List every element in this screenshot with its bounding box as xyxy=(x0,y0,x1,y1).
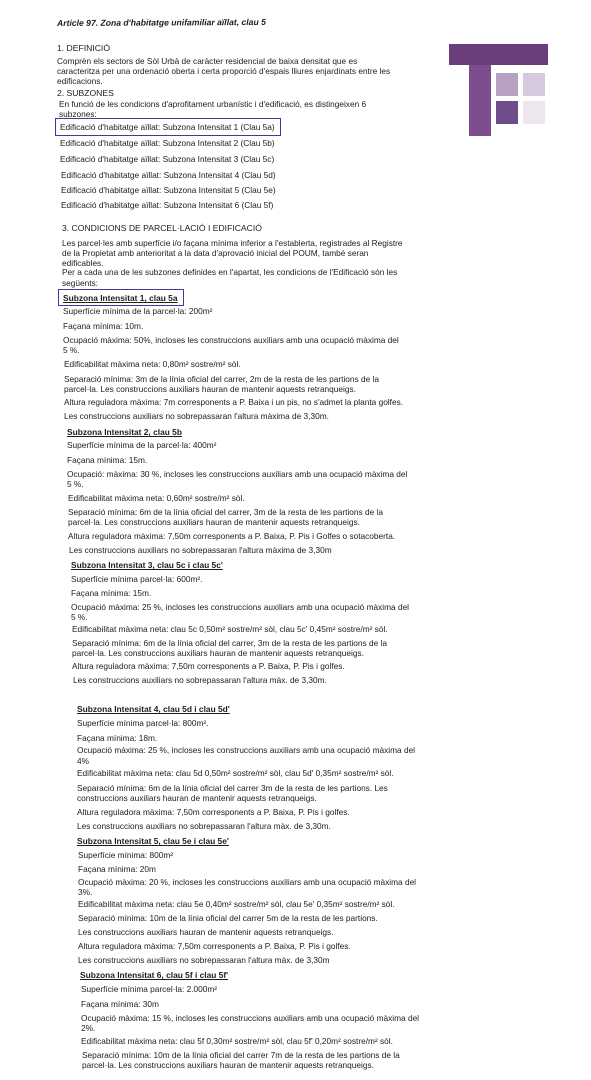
subzone-list-item: Edificació d'habitatge aïllat: Subzona Intensitat 5 (Clau 5e) xyxy=(61,185,276,195)
subzone-line: Les construccions auxiliars no sobrepassaran l'altura màx. de 3,30m. xyxy=(73,675,327,685)
subzone-line: Edificabilitat màxima neta: clau 5f 0,30m² sostre/m² sòl, clau 5f' 0,20m² sostre/m² sòl. xyxy=(81,1036,393,1046)
subzone-line: 3%. xyxy=(78,887,93,897)
subzone-line: Façana mínima: 30m xyxy=(81,999,159,1009)
subzone-title: Subzona Intensitat 5, clau 5e i clau 5e' xyxy=(77,836,229,846)
logo-icon xyxy=(449,44,549,136)
section-3-intro: següents: xyxy=(62,278,98,288)
subzone-line: parcel·la. Les construccions auxiliars hauran de mantenir aquests retranqueigs. xyxy=(72,648,364,658)
subzone-line: Superfície mínima: 800m² xyxy=(78,850,173,860)
section-2-intro: En funció de les condicions d'aprofitament urbanístic i d'edificació, es distingeixen 6 xyxy=(59,99,367,109)
subzone-line: Façana mínima: 15m. xyxy=(67,455,148,465)
subzone-list-item: Edificació d'habitatge aïllat: Subzona Intensitat 1 (Clau 5a) xyxy=(60,122,275,132)
subzone-line: Altura reguladora màxima: 7,50m corresponents a P. Baixa, P. Pis i golfes. xyxy=(72,661,345,671)
section-1-line: Comprèn els sectors de Sòl Urbà de caràcter residencial de baixa densitat que es xyxy=(57,56,358,66)
subzone-line: Separació mínima: 6m de la línia oficial del carrer 3m de la resta de les partions. Les xyxy=(77,783,388,793)
subzone-line: Superfície mínima parcel·la: 600m². xyxy=(71,574,203,584)
subzone-title: Subzona Intensitat 3, clau 5c i clau 5c' xyxy=(71,560,223,570)
subzone-line: Separació mínima: 6m de la línia oficial del carrer, 3m de la resta de les partions de la xyxy=(72,638,387,648)
subzone-title: Subzona Intensitat 2, clau 5b xyxy=(67,427,182,437)
subzone-line: Edificabilitat màxima neta: 0,60m² sostre/m² sòl. xyxy=(68,493,245,503)
subzone-line: Ocupació màxima: 25 %, incloses les construccions auxiliars amb una ocupació màxima del xyxy=(71,602,410,612)
subzone-line: Separació mínima: 6m de la línia oficial del carrer, 3m de la resta de les partions de la xyxy=(68,507,383,517)
subzone-line: Superfície mínima de la parcel·la: 200m² xyxy=(63,306,213,316)
subzone-line: Ocupació màxima: 25 %, incloses les construccions auxiliars amb una ocupació màxima del xyxy=(77,745,416,755)
subzone-line: Ocupació: màxima: 30 %, incloses les construccions auxiliars amb una ocupació màxima del xyxy=(67,469,408,479)
subzone-line: Les construccions auxiliars hauran de mantenir aquests retranqueigs. xyxy=(78,927,334,937)
article-title: Article 97. Zona d'habitatge unifamiliar aïllat, clau 5 xyxy=(57,16,266,28)
section-2-intro: subzones: xyxy=(59,109,97,119)
subzone-line: Separació mínima: 10m de la línia oficial del carrer 7m de la resta de les partions de la xyxy=(82,1050,400,1060)
subzone-line: Les construccions auxiliars no sobrepassaran l'altura màx. de 3,30m. xyxy=(77,821,331,831)
section-3-intro: edificables. xyxy=(62,258,104,268)
subzone-line: Les construccions auxiliars no sobrepassaran l'altura màxima de 3,30m xyxy=(69,545,332,555)
subzone-line: Façana mínima: 18m. xyxy=(77,733,158,743)
subzone-line: Edificabilitat màxima neta: clau 5d 0,50m² sostre/m² sòl, clau 5d' 0,35m² sostre/m² sòl. xyxy=(77,768,394,778)
subzone-line: 4% xyxy=(77,756,89,766)
subzone-line: construccions auxiliars hauran de mantenir aquests retranqueigs. xyxy=(77,793,317,803)
subzone-title: Subzona Intensitat 4, clau 5d i clau 5d' xyxy=(77,704,230,714)
subzone-title: Subzona Intensitat 6, clau 5f i clau 5f' xyxy=(80,970,229,980)
subzone-line: Façana mínima: 10m. xyxy=(63,321,144,331)
section-3-intro: Per a cada una de les subzones definides en l'apartat, les condicions de l'Edificació són les xyxy=(62,267,398,277)
subzone-line: 2%. xyxy=(81,1023,96,1033)
subzone-line: 5 %. xyxy=(67,479,84,489)
subzone-line: Altura reguladora màxima: 7,50m corresponents a P. Baixa, P. Pis i golfes. xyxy=(78,941,351,951)
subzone-line: Les construccions auxiliars no sobrepassaran l'altura màxima de 3,30m. xyxy=(64,411,329,421)
subzone-line: Altura reguladora màxima: 7,50m corresponents a P. Baixa, P. Pis i Golfes o sotacoberta. xyxy=(68,531,396,541)
subzone-line: Edificabilitat màxima neta: clau 5c 0,50m² sostre/m² sòl, clau 5c' 0,45m² sostre/m² sòl. xyxy=(72,624,388,634)
subzone-list-item: Edificació d'habitatge aïllat: Subzona Intensitat 3 (Clau 5c) xyxy=(60,154,275,164)
subzone-list-item: Edificació d'habitatge aïllat: Subzona Intensitat 6 (Clau 5f) xyxy=(61,200,274,210)
subzone-line: Façana mínima: 15m. xyxy=(71,588,152,598)
subzone-title: Subzona Intensitat 1, clau 5a xyxy=(63,293,178,303)
section-1-line: caracteritza per una ordenació oberta i certa proporció d'espais lliures enjardinats entre les xyxy=(57,66,391,76)
subzone-line: 5 %. xyxy=(71,612,88,622)
subzone-line: Edificabilitat màxima neta: 0,80m² sostre/m² sòl. xyxy=(64,359,241,369)
subzone-line: Superfície mínima de la parcel·la: 400m² xyxy=(67,440,217,450)
subzone-line: parcel·la. Les construccions auxiliars hauran de mantenir aquests retranqueigs. xyxy=(82,1060,374,1070)
section-1-line: edificacions. xyxy=(57,76,103,86)
section-1-heading: 1. DEFINICIÓ xyxy=(57,43,111,53)
section-2-heading: 2. SUBZONES xyxy=(57,88,114,98)
subzone-line: Ocupació màxima: 15 %, incloses les construccions auxiliars amb una ocupació màxima del xyxy=(81,1013,420,1023)
subzone-line: parcel·la. Les construccions auxiliars hauran de mantenir aquests retranqueigs. xyxy=(64,384,356,394)
subzone-line: Altura reguladora màxima: 7,50m corresponents a P. Baixa, P. Pis i golfes. xyxy=(77,807,350,817)
section-3-intro: de la Propietat amb anterioritat a la data d'aprovació inicial del POUM, també seran xyxy=(62,248,369,258)
subzone-line: Separació mínima: 3m de la línia oficial del carrer, 2m de la resta de les partions de la xyxy=(64,374,379,384)
subzone-line: Separació mínima: 10m de la línia oficial del carrer 5m de la resta de les partions. xyxy=(78,913,378,923)
subzone-line: parcel·la. Les construccions auxiliars hauran de mantenir aquests retranqueigs. xyxy=(68,517,360,527)
subzone-line: Façana mínima: 20m xyxy=(78,864,156,874)
subzone-line: 5 %. xyxy=(63,345,80,355)
subzone-line: Ocupació màxima: 50%, incloses les construccions auxiliars amb una ocupació màxima del xyxy=(63,335,399,345)
subzone-list-item: Edificació d'habitatge aïllat: Subzona Intensitat 2 (Clau 5b) xyxy=(60,138,275,148)
subzone-line: Ocupació màxima: 20 %, incloses les construccions auxiliars amb una ocupació màxima del xyxy=(78,877,417,887)
subzone-line: Superfície mínima parcel·la: 800m². xyxy=(77,718,209,728)
section-3-intro: Les parcel·les amb superfície i/o façana mínima inferior a l'establerta, registrades al Registre xyxy=(62,238,403,248)
subzone-line: Altura reguladora màxima: 7m corresponents a P. Baixa i un pis, no s'admet la planta golfes. xyxy=(64,397,404,407)
subzone-list-item: Edificació d'habitatge aïllat: Subzona Intensitat 4 (Clau 5d) xyxy=(61,170,276,180)
section-3-heading: 3. CONDICIONS DE PARCEL·LACIÓ I EDIFICACIÓ xyxy=(62,223,262,233)
subzone-line: Superfície mínima parcel·la: 2.000m² xyxy=(81,984,218,994)
subzone-line: Les construccions auxiliars no sobrepassaran l'altura màx. de 3,30m xyxy=(78,955,330,965)
subzone-line: Edificabilitat màxima neta: clau 5e 0,40m² sostre/m² sòl, clau 5e' 0,35m² sostre/m² sòl. xyxy=(78,899,395,909)
